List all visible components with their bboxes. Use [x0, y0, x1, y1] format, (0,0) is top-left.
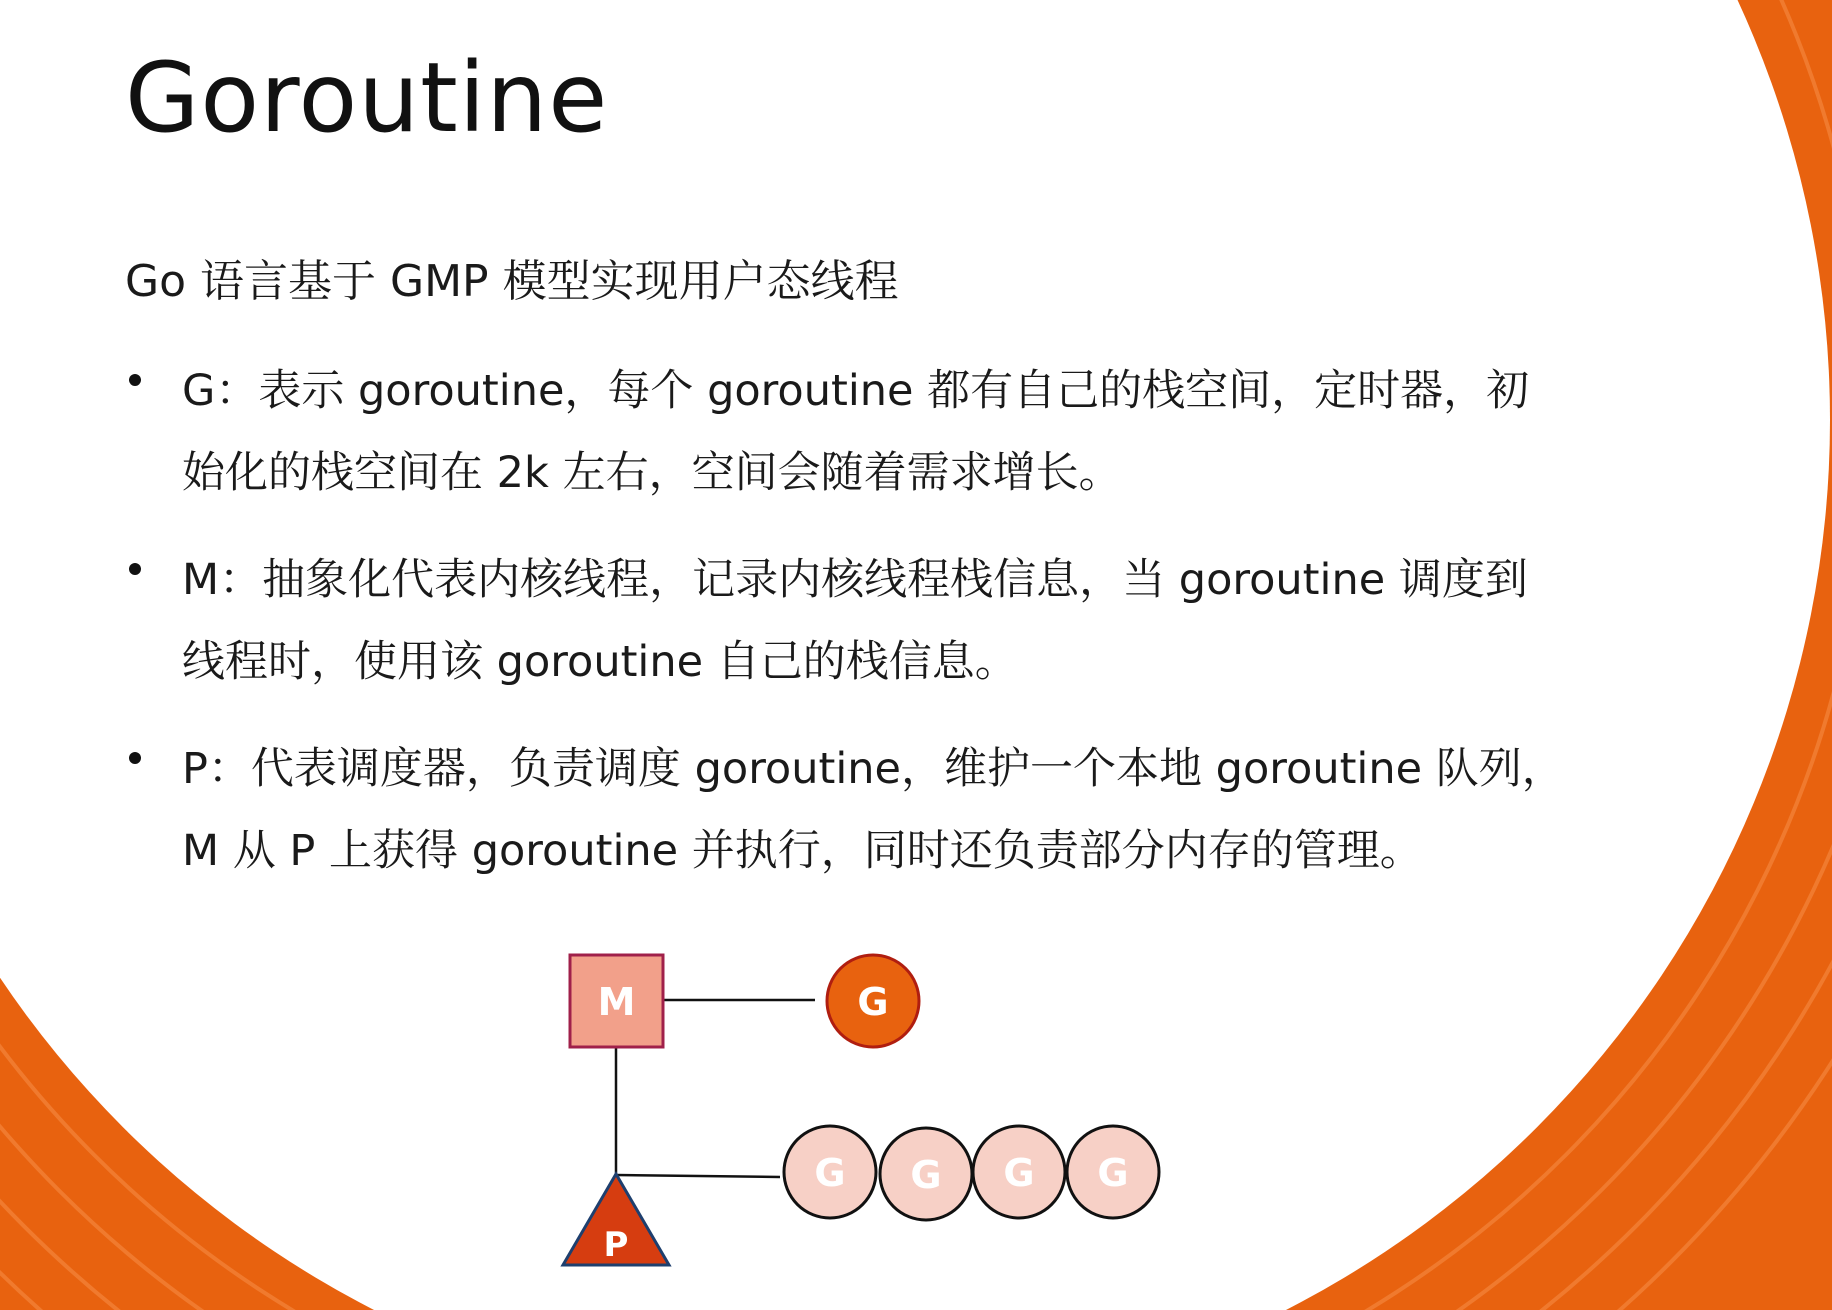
queue-g-label: G [1097, 1151, 1129, 1195]
queue-g-node [784, 1126, 876, 1218]
queue-g-node [880, 1128, 972, 1220]
bullet-g-text: G：表示 goroutine，每个 goroutine 都有自己的栈空间，定时器，初始化的栈空间在 2k 左右，空间会随着需求增长。 [182, 366, 1530, 498]
bullet-p-text: P：代表调度器，负责调度 goroutine，维护一个本地 goroutine 队列，M 从 P 上获得 goroutine 并执行，同时还负责部分内存的管理。 [182, 744, 1565, 876]
running-g-label: G [857, 980, 889, 1024]
bullet-m-text: M：抽象化代表内核线程，记录内核线程栈信息，当 goroutine 调度到线程时，使用该 goroutine 自己的栈信息。 [182, 555, 1528, 687]
queue-g-label: G [910, 1153, 942, 1197]
local-run-queue [784, 1126, 1159, 1220]
queue-g-label: G [1003, 1151, 1035, 1195]
intro-text: Go 语言基于 GMP 模型实现用户态线程 [125, 256, 899, 307]
p-node-label: P [603, 1225, 629, 1265]
m-node-label: M [597, 980, 636, 1024]
m-node [570, 955, 663, 1047]
running-g-node [827, 955, 919, 1047]
queue-g-label: G [814, 1151, 846, 1195]
queue-g-node [1067, 1126, 1159, 1218]
queue-g-node [973, 1126, 1065, 1218]
p-node [563, 1174, 669, 1265]
slide-title: Goroutine [125, 42, 609, 154]
p-to-queue-connector [616, 1175, 780, 1177]
